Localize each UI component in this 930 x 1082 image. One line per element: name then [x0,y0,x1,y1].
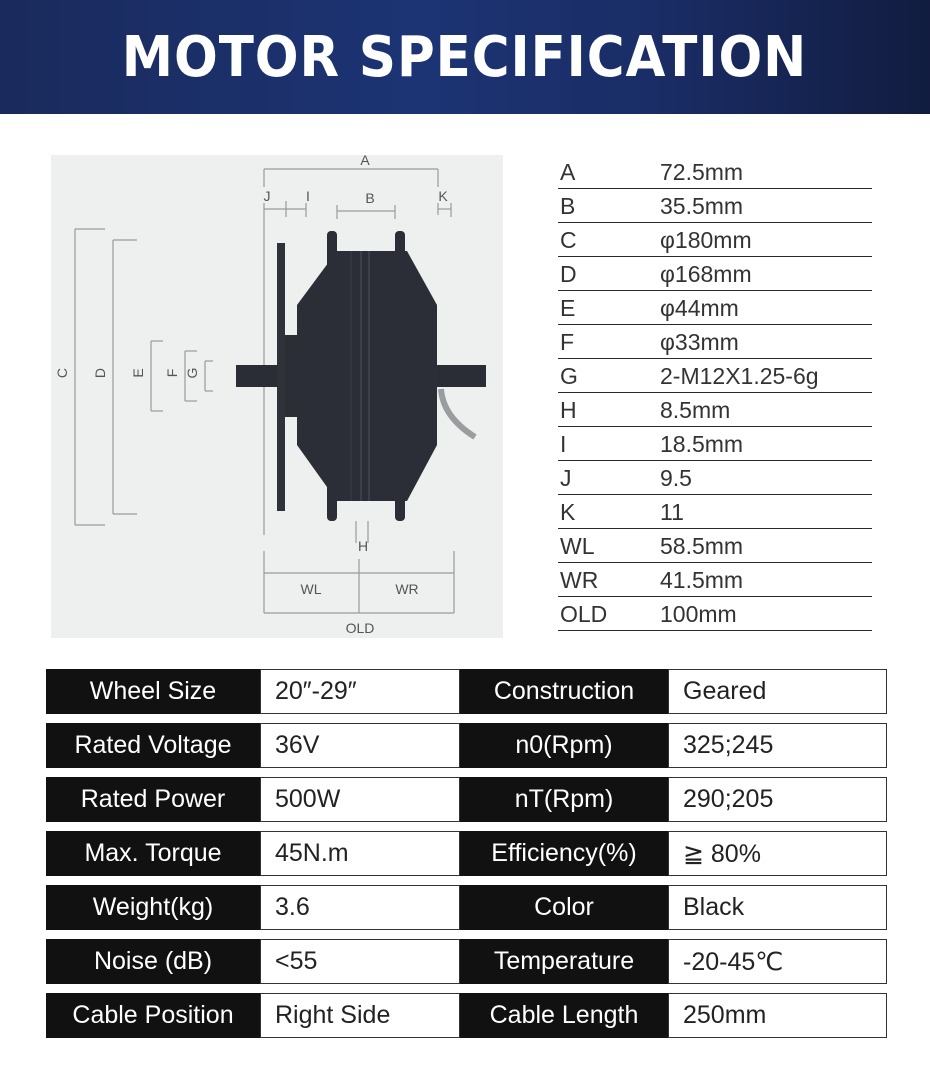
dimension-value: 8.5mm [660,397,731,423]
dimension-key: C [560,227,577,253]
label-h: H [357,538,369,554]
dimension-row [558,597,872,631]
spec-label: Temperature [460,939,668,984]
table-row [46,667,887,721]
dimension-key: K [560,499,576,525]
label-f: F [164,368,180,378]
table-row [46,829,887,883]
label-wl: WL [300,581,322,597]
spec-label: Cable Length [460,993,668,1038]
spec-value: Black [668,885,887,930]
label-e: E [130,368,146,378]
dimension-row [558,291,872,325]
dimension-key: F [560,329,575,355]
spec-label: Rated Voltage [46,723,260,768]
dimension-value: 100mm [660,601,737,627]
dimension-row [558,325,872,359]
dimension-row [558,257,872,291]
spec-value: Geared [668,669,887,714]
dimension-value: 9.5 [660,465,692,491]
label-a: A [360,155,370,168]
dimension-key: D [560,261,577,287]
dimension-row [558,461,872,495]
label-j: J [263,188,271,204]
dimension-value: φ33mm [660,329,739,355]
dimension-row [558,563,872,597]
dimension-key: OLD [560,601,608,627]
dimension-value: 35.5mm [660,193,744,219]
dimension-key: B [560,193,576,219]
label-i: I [306,188,310,204]
dimension-value: 11 [660,499,684,525]
dimension-key: G [560,363,578,389]
spec-label: nT(Rpm) [460,777,668,822]
table-row [46,775,887,829]
spec-value: <55 [260,939,460,984]
dimension-row [558,359,872,393]
spec-value: 325;245 [668,723,887,768]
label-wr: WR [395,581,419,597]
label-d: D [92,367,108,379]
spec-value: 500W [260,777,460,822]
dimension-key: A [560,159,576,185]
motor-drawing [51,155,503,638]
page-title: MOTOR SPECIFICATION [122,24,808,90]
dimension-row [558,529,872,563]
dimension-key: WR [560,567,599,593]
spec-value: 250mm [668,993,887,1038]
label-b: B [365,190,375,206]
label-old: OLD [345,620,375,636]
dimension-row [558,189,872,223]
dimension-list [558,155,872,631]
dimension-value: φ180mm [660,227,752,253]
dimension-row [558,155,872,189]
spec-label: Cable Position [46,993,260,1038]
dimension-value: 2-M12X1.25-6g [660,363,819,389]
spec-value: -20-45℃ [668,939,887,984]
spec-table [46,667,887,1045]
dimension-key: J [560,465,572,491]
dimension-value: 41.5mm [660,567,744,593]
dimension-row [558,427,872,461]
spec-label: Noise (dB) [46,939,260,984]
spec-label: n0(Rpm) [460,723,668,768]
spec-label: Weight(kg) [46,885,260,930]
spec-value: 3.6 [260,885,460,930]
dimension-key: I [560,431,567,457]
spec-value: Right Side [260,993,460,1038]
dimension-row [558,223,872,257]
table-row [46,883,887,937]
label-c: C [54,367,70,379]
spec-value: 290;205 [668,777,887,822]
dimension-row [558,495,872,529]
label-k: K [438,188,448,204]
spec-value: 45N.m [260,831,460,876]
dimension-value: φ168mm [660,261,752,287]
header-banner [0,0,930,114]
spec-label: Wheel Size [46,669,260,714]
spec-label: Rated Power [46,777,260,822]
spec-value: 36V [260,723,460,768]
dimension-row [558,393,872,427]
dimension-key: H [560,397,577,423]
spec-value: ≧ 80% [668,831,887,876]
spec-label: Max. Torque [46,831,260,876]
motor-diagram [51,155,503,638]
spec-label: Color [460,885,668,930]
dimension-value: 18.5mm [660,431,744,457]
dimension-value: 58.5mm [660,533,744,559]
spec-value: 20″-29″ [260,669,460,714]
table-row [46,937,887,991]
spec-label: Construction [460,669,668,714]
label-g: G [184,367,200,379]
dimension-key: WL [560,533,595,559]
dimension-value: φ44mm [660,295,739,321]
dimension-value: 72.5mm [660,159,744,185]
spec-label: Efficiency(%) [460,831,668,876]
table-row [46,991,887,1045]
table-row [46,721,887,775]
dimension-key: E [560,295,576,321]
